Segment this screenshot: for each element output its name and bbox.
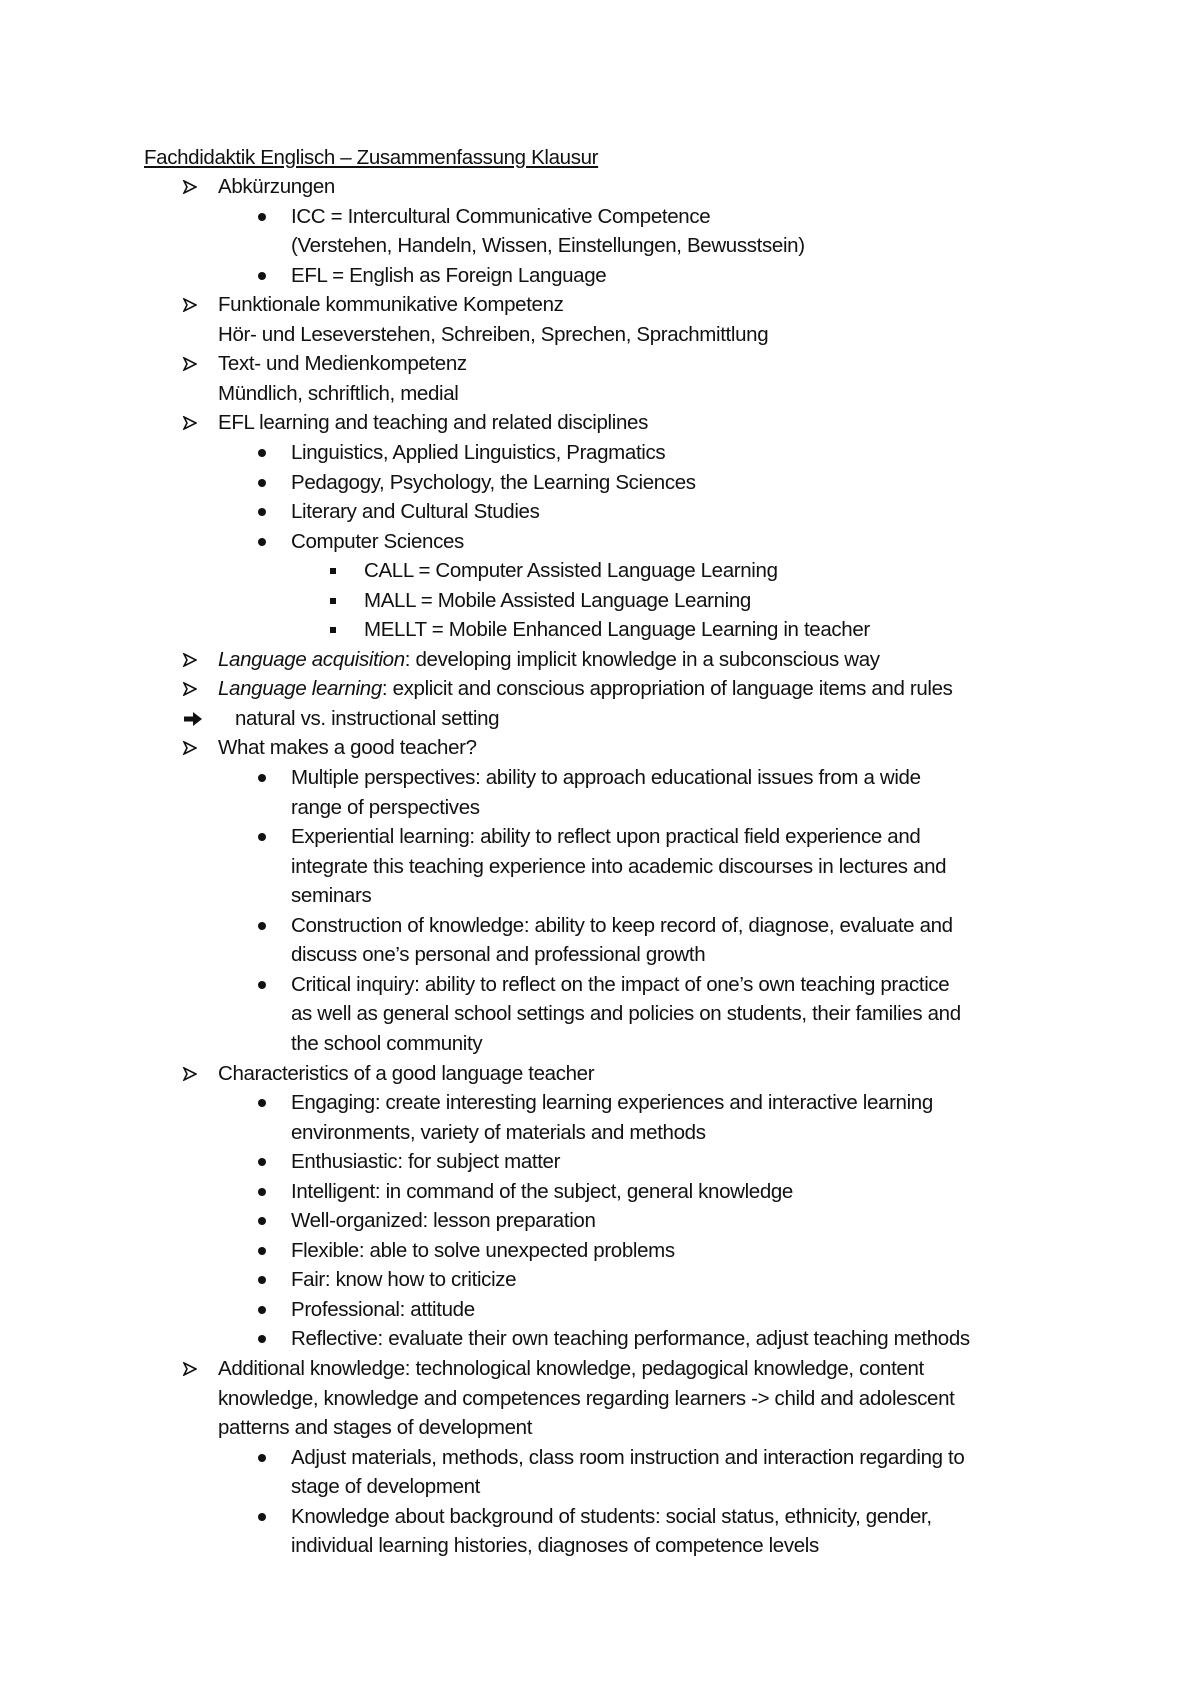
outline-line (291, 1090, 933, 1116)
line-text: discuss one’s personal and professional growth (291, 943, 706, 967)
line-text: integrate this teaching experience into academic discourses in lectures and (291, 854, 947, 878)
line-text: Intelligent: in command of the subject, general knowledge (291, 1179, 793, 1203)
arrowhead-bullet-icon (183, 357, 197, 371)
line-text: Additional knowledge: technological knowledge, pedagogical knowledge, content (218, 1357, 924, 1380)
outline-line (364, 558, 778, 584)
outline-line (218, 647, 880, 673)
round-bullet-icon (258, 774, 266, 782)
line-text: stage of development (291, 1475, 481, 1499)
outline-line (218, 1415, 532, 1441)
outline-line (291, 1326, 970, 1352)
line-text: Mündlich, schriftlich, medial (218, 381, 459, 405)
line-text: Knowledge about background of students: social status, ethnicity, gender, (291, 1504, 932, 1528)
line-text: Characteristics of a good language teacher (218, 1061, 595, 1085)
round-bullet-icon (258, 922, 266, 930)
round-bullet-icon (258, 508, 266, 516)
round-bullet-icon (258, 833, 266, 841)
arrowhead-bullet-icon (183, 653, 197, 667)
outline-line (291, 1533, 819, 1559)
line-text: Literary and Cultural Studies (291, 500, 540, 524)
outline-line (218, 1356, 924, 1382)
line-text: natural vs. instructional setting (235, 706, 500, 730)
outline-line (291, 499, 540, 525)
line-text: Reflective: evaluate their own teaching performance, adjust teaching methods (291, 1327, 970, 1351)
round-bullet-icon (258, 981, 266, 989)
outline-line (218, 676, 953, 702)
line-text: seminars (291, 884, 372, 908)
line-text: Computer Sciences (291, 529, 464, 553)
outline-line (291, 795, 480, 821)
line-text: What makes a good teacher? (218, 736, 477, 760)
right-arrow-icon (184, 712, 202, 726)
square-bullet-icon (330, 568, 336, 574)
line-text: Experiential learning: ability to reflect upon practical field experience and (291, 825, 921, 849)
arrowhead-bullet-icon (183, 741, 197, 755)
outline-line (291, 470, 696, 496)
outline-line (235, 706, 499, 732)
outline-line (291, 972, 949, 998)
line-text: (Verstehen, Handeln, Wissen, Einstellungen, Bewusstsein) (291, 234, 805, 258)
line-text: Flexible: able to solve unexpected problems (291, 1238, 675, 1262)
outline-line (291, 1267, 516, 1293)
round-bullet-icon (258, 1158, 266, 1166)
round-bullet-icon (258, 1247, 266, 1255)
line-text: Critical inquiry: ability to reflect on the impact of one’s own teaching practice (291, 972, 950, 996)
outline-line (218, 174, 335, 200)
outline-line (291, 942, 705, 968)
outline-line (291, 440, 665, 466)
arrowhead-bullet-icon (183, 298, 197, 312)
round-bullet-icon (258, 272, 266, 280)
round-bullet-icon (258, 1276, 266, 1284)
line-text: patterns and stages of development (218, 1416, 533, 1440)
outline-line (291, 204, 710, 230)
outline-line (291, 1031, 482, 1057)
line-text: Multiple perspectives: ability to approach educational issues from a wide (291, 766, 921, 789)
arrowhead-bullet-icon (183, 1067, 197, 1081)
outline-line (291, 263, 606, 289)
line-text: individual learning histories, diagnoses of competence levels (291, 1534, 819, 1558)
outline-line (218, 292, 564, 318)
outline-line (218, 351, 467, 377)
line-text: EFL learning and teaching and related disciplines (218, 411, 648, 435)
line-text: : explicit and conscious appropriation of language items and rules (381, 677, 953, 701)
italic-term: Language acquisition (218, 647, 405, 671)
line-text: : developing implicit knowledge in a subconscious way (404, 647, 880, 671)
line-text: range of perspectives (291, 795, 480, 819)
outline-line (291, 1001, 961, 1027)
outline-line (218, 1061, 594, 1087)
outline-line (291, 1208, 596, 1234)
italic-term: Language learning (218, 677, 382, 701)
line-text: Text- und Medienkompetenz (218, 352, 467, 376)
round-bullet-icon (258, 1335, 266, 1343)
line-text: Abkürzungen (218, 175, 335, 198)
outline-line (291, 1504, 932, 1530)
outline-line (291, 883, 371, 909)
line-text: Engaging: create interesting learning experiences and interactive learning (291, 1091, 933, 1115)
outline-line (218, 410, 648, 436)
line-text: as well as general school settings and policies on students, their families and (291, 1002, 961, 1026)
square-bullet-icon (330, 627, 336, 633)
outline-line (291, 1179, 793, 1205)
arrowhead-bullet-icon (183, 180, 197, 194)
line-text: CALL = Computer Assisted Language Learning (364, 559, 778, 583)
round-bullet-icon (258, 1306, 266, 1314)
outline-line (291, 1474, 480, 1500)
line-text: MELLT = Mobile Enhanced Language Learning in teacher (364, 618, 870, 642)
round-bullet-icon (258, 213, 266, 221)
round-bullet-icon (258, 1513, 266, 1521)
document-title: Fachdidaktik Englisch – Zusammenfassung Klausur (144, 146, 599, 169)
line-text: ICC = Intercultural Communicative Competence (291, 204, 711, 228)
outline-line (291, 1238, 675, 1264)
round-bullet-icon (258, 449, 266, 457)
outline-line (291, 1297, 475, 1323)
outline-line (218, 322, 768, 348)
outline-line (291, 824, 920, 850)
line-text: Adjust materials, methods, class room instruction and interaction regarding to (291, 1445, 965, 1469)
line-text: Well-organized: lesson preparation (291, 1209, 596, 1233)
outline-line (364, 588, 751, 614)
line-text: EFL = English as Foreign Language (291, 263, 607, 287)
line-text: MALL = Mobile Assisted Language Learning (364, 588, 751, 612)
outline-line (291, 913, 953, 939)
line-text: Professional: attitude (291, 1297, 475, 1321)
line-text: the school community (291, 1031, 483, 1055)
round-bullet-icon (258, 1188, 266, 1196)
arrowhead-bullet-icon (183, 1362, 197, 1376)
outline-line (291, 1149, 560, 1175)
outline-line (218, 1386, 954, 1412)
arrowhead-bullet-icon (183, 682, 197, 696)
line-text: environments, variety of materials and methods (291, 1120, 706, 1144)
line-text: Enthusiastic: for subject matter (291, 1150, 561, 1174)
outline-line (291, 854, 946, 880)
square-bullet-icon (330, 598, 336, 604)
line-text: Hör- und Leseverstehen, Schreiben, Sprechen, Sprachmittlung (218, 322, 769, 346)
line-text: Fair: know how to criticize (291, 1268, 517, 1292)
round-bullet-icon (258, 479, 266, 487)
outline-line (364, 617, 870, 643)
outline-line (218, 735, 477, 761)
arrowhead-bullet-icon (183, 416, 197, 430)
outline-line (291, 529, 464, 555)
round-bullet-icon (258, 1454, 266, 1462)
outline-line (291, 1445, 964, 1471)
outline-line (218, 381, 459, 407)
line-text: Pedagogy, Psychology, the Learning Sciences (291, 470, 696, 494)
line-text: Linguistics, Applied Linguistics, Pragmatics (291, 440, 666, 464)
outline-line (291, 765, 921, 791)
round-bullet-icon (258, 1099, 266, 1107)
line-text: Construction of knowledge: ability to keep record of, diagnose, evaluate and (291, 913, 953, 937)
round-bullet-icon (258, 1217, 266, 1225)
round-bullet-icon (258, 538, 266, 546)
line-text: Funktionale kommunikative Kompetenz (218, 293, 564, 317)
outline-line (291, 233, 805, 259)
outline-line (291, 1120, 706, 1146)
line-text: knowledge, knowledge and competences regarding learners -> child and adolescent (218, 1386, 955, 1410)
